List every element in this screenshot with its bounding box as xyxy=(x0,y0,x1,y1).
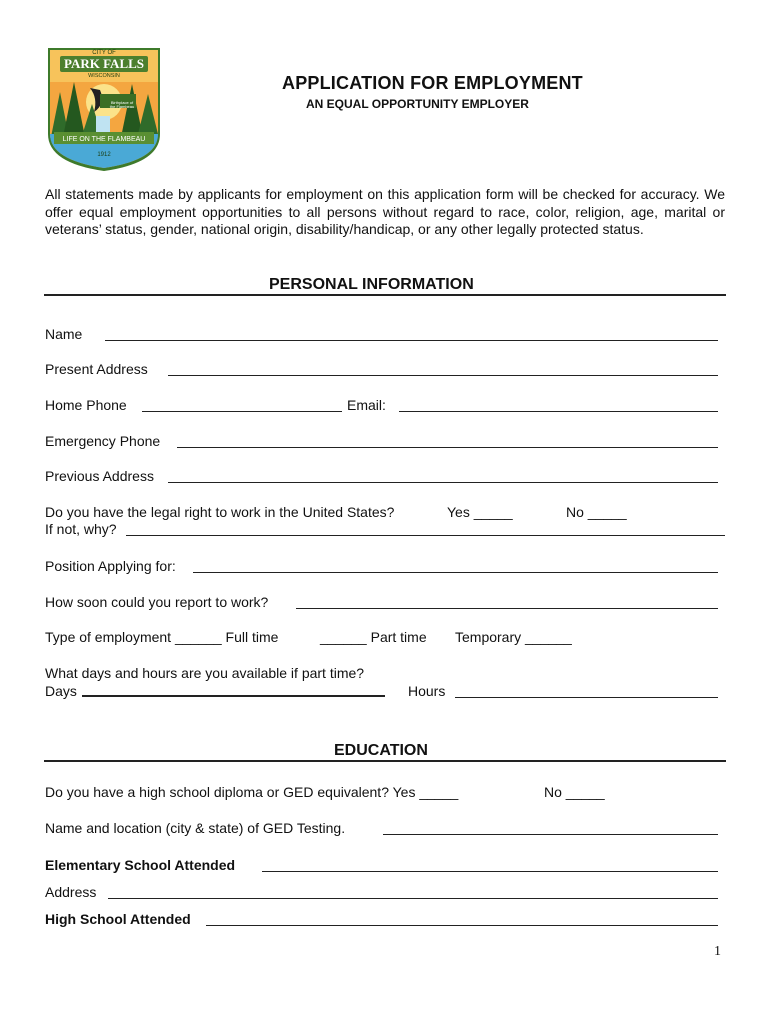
emergency-phone-field[interactable] xyxy=(177,447,718,448)
present-address-label: Present Address xyxy=(45,361,148,377)
days-hours-question: What days and hours are you available if part time? xyxy=(45,665,365,681)
previous-address-label: Previous Address xyxy=(45,468,154,484)
city-logo xyxy=(40,42,168,172)
report-to-work-label: How soon could you report to work? xyxy=(45,594,269,610)
part-time-field[interactable]: ______ Part time xyxy=(320,629,427,645)
svg-text:WISCONSIN: WISCONSIN xyxy=(88,73,120,79)
high-school-label: High School Attended xyxy=(45,911,191,927)
park-falls-seal-icon xyxy=(40,42,168,172)
form-title: APPLICATION FOR EMPLOYMENT xyxy=(282,73,583,93)
legal-right-question: Do you have the legal right to work in the United States? xyxy=(45,504,395,520)
emergency-phone-label: Emergency Phone xyxy=(45,433,161,449)
svg-text:LIFE ON THE FLAMBEAU: LIFE ON THE FLAMBEAU xyxy=(62,136,146,143)
position-label: Position Applying for: xyxy=(45,558,176,574)
high-school-field[interactable] xyxy=(206,925,718,926)
previous-address-field[interactable] xyxy=(168,482,718,483)
svg-text:CITY OF: CITY OF xyxy=(92,50,116,56)
name-field[interactable] xyxy=(105,340,718,341)
diploma-no-field[interactable]: No _____ xyxy=(544,784,605,800)
intro-statement: All statements made by applicants for employment on this application form will be checked for accuracy. We offer equal employment opportunities to all persons without regard to race, color, religion, age, marital or veterans’ status, gender, national origin, disability/handicap, or any other legally protected status. xyxy=(45,186,725,237)
diploma-question[interactable]: Do you have a high school diploma or GED equivalent? Yes _____ xyxy=(45,784,459,800)
section-divider xyxy=(44,760,726,762)
elementary-school-field[interactable] xyxy=(262,871,718,872)
page-number: 1 xyxy=(714,944,721,959)
position-field[interactable] xyxy=(193,572,718,573)
legal-right-yes-field[interactable]: Yes _____ xyxy=(447,504,513,520)
svg-text:the Flambeau: the Flambeau xyxy=(109,104,135,109)
education-heading: EDUCATION xyxy=(334,742,428,759)
elementary-address-field[interactable] xyxy=(108,898,718,899)
hours-field[interactable] xyxy=(455,697,718,698)
type-employment-full-time[interactable]: Type of employment ______ Full time xyxy=(45,629,279,645)
hours-label: Hours xyxy=(408,683,446,699)
email-label: Email: xyxy=(347,397,386,413)
svg-text:1912: 1912 xyxy=(97,152,111,158)
report-to-work-field[interactable] xyxy=(296,608,718,609)
home-phone-label: Home Phone xyxy=(45,397,127,413)
if-not-why-field[interactable] xyxy=(126,535,725,536)
legal-right-no-field[interactable]: No _____ xyxy=(566,504,627,520)
elementary-address-label: Address xyxy=(45,884,97,900)
email-field[interactable] xyxy=(399,411,718,412)
temporary-field[interactable]: Temporary ______ xyxy=(455,629,572,645)
section-divider xyxy=(44,294,726,296)
if-not-why-label: If not, why? xyxy=(45,521,117,537)
form-subtitle: AN EQUAL OPPORTUNITY EMPLOYER xyxy=(306,97,529,111)
elementary-school-label: Elementary School Attended xyxy=(45,857,236,873)
present-address-field[interactable] xyxy=(168,375,718,376)
days-label: Days xyxy=(45,683,77,699)
ged-location-label: Name and location (city & state) of GED Testing. xyxy=(45,820,346,836)
days-field[interactable] xyxy=(82,695,385,697)
ged-location-field[interactable] xyxy=(383,834,718,835)
svg-text:Birthplace of: Birthplace of xyxy=(110,100,134,105)
name-label: Name xyxy=(45,326,83,342)
personal-information-heading: PERSONAL INFORMATION xyxy=(269,276,474,293)
svg-text:PARK FALLS: PARK FALLS xyxy=(63,56,145,71)
home-phone-field[interactable] xyxy=(142,411,342,412)
